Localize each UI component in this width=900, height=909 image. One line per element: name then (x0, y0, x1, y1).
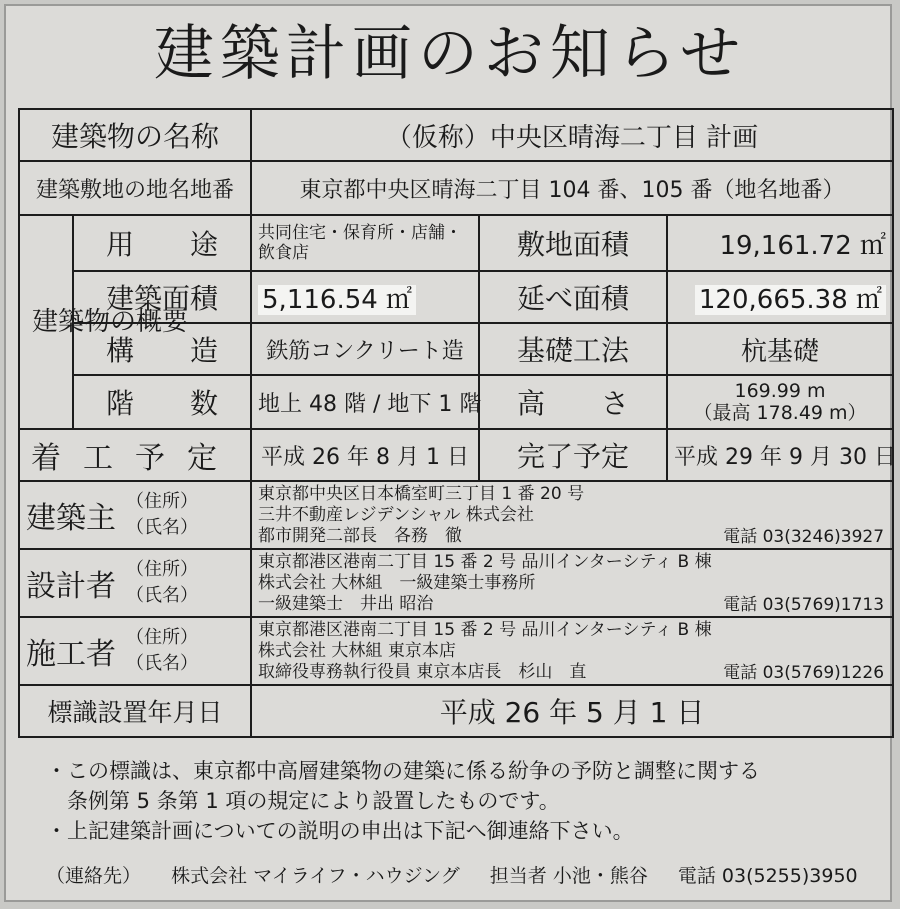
building-plan-table (18, 108, 894, 738)
notice-title: 建築計画のお知らせ (153, 19, 747, 89)
height-text: 169.99 m (734, 380, 826, 402)
building-name-row (19, 109, 893, 161)
building-area-value (251, 271, 479, 323)
owner-name-label: （氏名） (126, 517, 198, 538)
owner-label-cell (19, 481, 251, 549)
building-area-label: 建築面積 (73, 271, 251, 323)
designer-label-cell (19, 549, 251, 617)
site-area-value: 19,161.72 ㎡ (667, 215, 893, 271)
owner-person: 都市開発二部長 各務 徹 (258, 525, 463, 546)
site-address-value: 東京都中央区晴海二丁目 104 番、105 番（地名地番） (251, 161, 893, 215)
designer-company: 株式会社 大林組 一級建築士事務所 (258, 572, 536, 593)
end-date: 平成 29 年 9 月 30 日 (667, 429, 893, 481)
contractor-person: 取締役専務執行役員 東京本店長 杉山 直 (258, 661, 587, 682)
contact-phone: 電話 03(5255)3950 (677, 865, 858, 887)
notice-board (4, 4, 896, 902)
building-name-value: （仮称）中央区晴海二丁目 計画 (251, 109, 893, 161)
height-label: 高 さ (479, 375, 667, 429)
structure-value: 鉄筋コンクリート造 (251, 323, 479, 375)
overview-row-3 (19, 323, 893, 375)
contractor-label-cell (19, 617, 251, 685)
building-area-text: 5,116.54 ㎡ (258, 285, 416, 315)
contractor-label: 施工者 (26, 637, 116, 672)
overview-row-4 (19, 375, 893, 429)
owner-label-group (26, 489, 244, 541)
note-line-1: ・この標識は、東京都中高層建築物の建築に係る紛争の予防と調整に関する (46, 759, 760, 783)
sign-date-label: 標識設置年月日 (19, 685, 251, 737)
max-height-text: （最高 178.49 m） (693, 402, 867, 424)
owner-phone: 電話 03(3246)3927 (723, 527, 885, 547)
owner-sub-labels (126, 489, 198, 541)
site-address-label: 建築敷地の地名地番 (19, 161, 251, 215)
contact-label: （連絡先） (46, 865, 142, 887)
note-line-3: ・上記建築計画についての説明の申出は下記へ御連絡下さい。 (46, 819, 634, 843)
overview-row-2 (19, 271, 893, 323)
owner-details (251, 481, 893, 549)
contractor-row (19, 617, 893, 685)
designer-details (251, 549, 893, 617)
end-label: 完了予定 (479, 429, 667, 481)
contact-company: 株式会社 マイライフ・ハウジング (171, 865, 460, 887)
notes (46, 756, 866, 846)
floor-area-text: 120,665.38 ㎡ (695, 285, 886, 315)
contractor-label-group (26, 625, 244, 677)
designer-sub-labels (126, 557, 198, 609)
floor-area-label: 延べ面積 (479, 271, 667, 323)
use-value: 共同住宅・保育所・店舗・飲食店 (251, 215, 479, 271)
owner-row (19, 481, 893, 549)
overview-row-1 (19, 215, 893, 271)
site-address-row (19, 161, 893, 215)
foundation-value: 杭基礎 (667, 323, 893, 375)
designer-address-label: （住所） (126, 559, 198, 580)
start-label: 着工予定 (19, 429, 251, 481)
height-value (667, 375, 893, 429)
floors-value: 地上 48 階 / 地下 1 階 (251, 375, 479, 429)
designer-label-group (26, 557, 244, 609)
designer-phone: 電話 03(5769)1713 (723, 595, 885, 615)
designer-person: 一級建築士 井出 昭治 (258, 593, 434, 614)
schedule-row (19, 429, 893, 481)
contractor-phone: 電話 03(5769)1226 (723, 663, 885, 683)
building-name-label: 建築物の名称 (19, 109, 251, 161)
overview-label-text: 建築物の概要 (32, 306, 189, 337)
floors-label: 階 数 (73, 375, 251, 429)
designer-row (19, 549, 893, 617)
use-label: 用 途 (73, 215, 251, 271)
owner-company: 三井不動産レジデンシャル 株式会社 (258, 504, 534, 525)
contact-info (46, 861, 886, 888)
owner-address-label: （住所） (126, 491, 198, 512)
designer-address: 東京都港区港南二丁目 15 番 2 号 品川インターシティ B 棟 (258, 551, 712, 572)
contractor-details (251, 617, 893, 685)
contractor-company: 株式会社 大林組 東京本店 (258, 640, 456, 661)
sign-date-value: 平成 26 年 5 月 1 日 (251, 685, 893, 737)
contractor-sub-labels (126, 625, 198, 677)
contractor-address-label: （住所） (126, 627, 198, 648)
structure-label: 構 造 (73, 323, 251, 375)
site-area-label: 敷地面積 (479, 215, 667, 271)
owner-label: 建築主 (26, 501, 116, 536)
contractor-name-label: （氏名） (126, 653, 198, 674)
contractor-address: 東京都港区港南二丁目 15 番 2 号 品川インターシティ B 棟 (258, 619, 712, 640)
contact-person: 担当者 小池・熊谷 (489, 865, 648, 887)
designer-name-label: （氏名） (126, 585, 198, 606)
foundation-label: 基礎工法 (479, 323, 667, 375)
designer-label: 設計者 (26, 569, 116, 604)
start-date: 平成 26 年 8 月 1 日 (251, 429, 479, 481)
floor-area-value (667, 271, 893, 323)
owner-address: 東京都中央区日本橋室町三丁目 1 番 20 号 (258, 483, 585, 504)
note-line-2: 条例第 5 条第 1 項の規定により設置したものです。 (46, 789, 560, 813)
sign-date-row (19, 685, 893, 737)
